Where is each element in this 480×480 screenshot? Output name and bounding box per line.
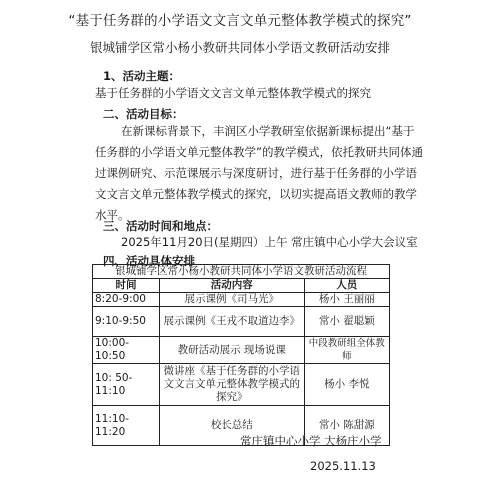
row-content: 教研活动展示 现场说课: [159, 337, 304, 364]
section-1-text: 基于任务群的小学语文文言文单元整体教学模式的探究: [95, 86, 371, 100]
row-time: 10: 50-11:10: [93, 364, 160, 406]
row-content: 校长总结: [159, 406, 304, 446]
signature-schools: 常庄镇中心小学 大杨庄小学: [240, 434, 382, 448]
section-3-text: 2025年11月20日(星期四）上午 常庄镇中心小学大会议室: [121, 235, 418, 249]
table-row: [93, 337, 390, 364]
row-people: 杨小 王丽丽: [304, 293, 389, 307]
table-header-row: [93, 279, 390, 293]
section-1-heading: 1、活动主题：: [103, 69, 181, 83]
row-people: 杨小 李悦: [304, 364, 389, 406]
header-time: 时间: [93, 279, 160, 293]
schedule-table: [92, 264, 390, 446]
row-time: 11:10-11:20: [93, 406, 160, 446]
section-4-heading: 四、活动具体安排: [103, 254, 195, 268]
row-content: 展示课例《司马光》: [159, 293, 304, 307]
row-content: 微讲座《基于任务群的小学语文文言文单元整体教学模式的探究》: [159, 364, 304, 406]
row-people: 常小 翟聪颖: [304, 307, 389, 337]
row-people: 常小 陈甜源: [304, 406, 389, 446]
header-people: 人员: [304, 279, 389, 293]
row-time: 9:10-9:50: [93, 307, 160, 337]
table-caption: 银城铺学区常小杨小教研共同体小学语文教研活动流程: [93, 265, 390, 279]
section-2-text: 在新课标背景下，丰润区小学教研室依据新课标提出“基于任务群的小学语文单元整体教学”的教学模式，依托教研共同体通过课例研究、示范课展示与深度研讨，进行基于任务群的小学语文文言文单元整体教学模式的探究，以切实提高语文教师的教学水平。: [95, 124, 423, 222]
row-time: 8:20-9:00: [93, 293, 160, 307]
section-2-heading: 二、活动目标：: [103, 107, 184, 121]
table-row: [93, 307, 390, 337]
row-people: 中段教研组全体教师: [304, 337, 389, 364]
table-row: [93, 293, 390, 307]
table-caption-row: [93, 265, 390, 279]
signature-date: 2025.11.13: [310, 459, 376, 473]
document-title: “基于任务群的小学语文文言文单元整体教学模式的探究”: [68, 13, 412, 29]
document-subtitle: 银城铺学区常小杨小教研共同体小学语文教研活动安排: [89, 40, 390, 55]
table-row: [93, 364, 390, 406]
row-time: 10:00-10:50: [93, 337, 160, 364]
section-3-heading: 三、活动时间和地点：: [103, 219, 218, 233]
header-content: 活动内容: [159, 279, 304, 293]
row-content: 展示课例《王戎不取道边李》: [159, 307, 304, 337]
